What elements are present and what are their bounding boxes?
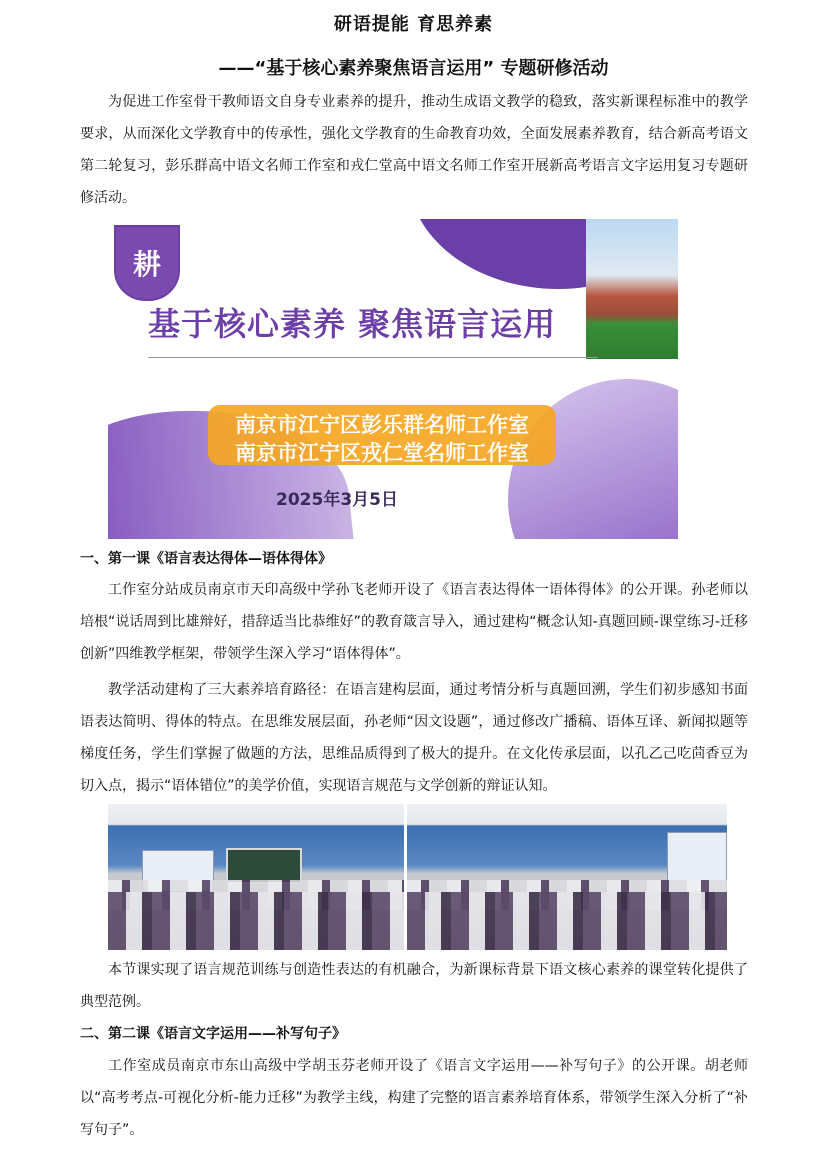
banner-date: 2025年3月5日	[276, 490, 398, 510]
classroom-photo-2	[407, 804, 727, 950]
event-banner-image	[108, 219, 678, 539]
banner-divider	[148, 357, 598, 358]
school-logo-icon: 耕	[114, 225, 180, 301]
banner-title: 基于核心素养 聚焦语言运用	[148, 305, 557, 343]
section1-paragraph-1: 工作室分站成员南京市天印高级中学孙飞老师开设了《语言表达得体一语体得体》的公开课。孙老师以培根“说话周到比雄辩好，措辞适当比恭维好”的教育箴言导入，通过建构“概念认知-真题回顾-课堂练习-迁移创新”四维教学框架，带领学生深入学习“语体得体”。	[80, 582, 748, 662]
section1-heading: 一、第一课《语言表达得体—语体得体》	[80, 551, 332, 567]
page-title: 研语提能 育思养素	[333, 14, 494, 35]
section1-paragraph-3: 本节课实现了语言规范训练与创造性表达的有机融合，为新课标背景下语文核心素养的课堂转化提供了典型范例。	[80, 962, 748, 1010]
classroom-photo-1	[108, 804, 404, 950]
banner-studio-2: 南京市江宁区戎仁堂名师工作室	[235, 440, 529, 465]
page-subtitle: ——“基于核心素养聚焦语言运用” 专题研修活动	[218, 58, 609, 79]
banner-campus-photo	[586, 219, 678, 359]
banner-studio-1: 南京市江宁区彭乐群名师工作室	[235, 412, 529, 437]
section2-heading: 二、第二课《语言文字运用——补写句子》	[80, 1026, 346, 1042]
section2-paragraph-1: 工作室成员南京市东山高级中学胡玉芬老师开设了《语言文字运用——补写句子》的公开课。胡老师以“高考考点-可视化分析-能力迁移”为教学主线，构建了完整的语言素养培育体系，带领学生深入分析了“补写句子”。	[80, 1058, 748, 1138]
intro-paragraph: 为促进工作室骨干教师语文自身专业素养的提升，推动生成语文教学的稳致，落实新课程标准中的教学要求，从而深化文学教育中的传承性，强化文学教育的生命教育功效，全面发展素养教育，结合新高考语文第二轮复习，彭乐群高中语文名师工作室和戎仁堂高中语文名师工作室开展新高考语言文字运用复习专题研修活动。	[80, 94, 748, 206]
section1-paragraph-2: 教学活动建构了三大素养培育路径：在语言建构层面，通过考情分析与真题回溯，学生们初步感知书面语表达简明、得体的特点。在思维发展层面，孙老师“因文设题”，通过修改广播稿、语体互译、新闻拟题等梯度任务，学生们掌握了做题的方法，思维品质得到了极大的提升。在文化传承层面，以孔乙己吃茴香豆为切入点，揭示“语体错位”的美学价值，实现语言规范与文学创新的辩证认知。	[80, 682, 748, 794]
